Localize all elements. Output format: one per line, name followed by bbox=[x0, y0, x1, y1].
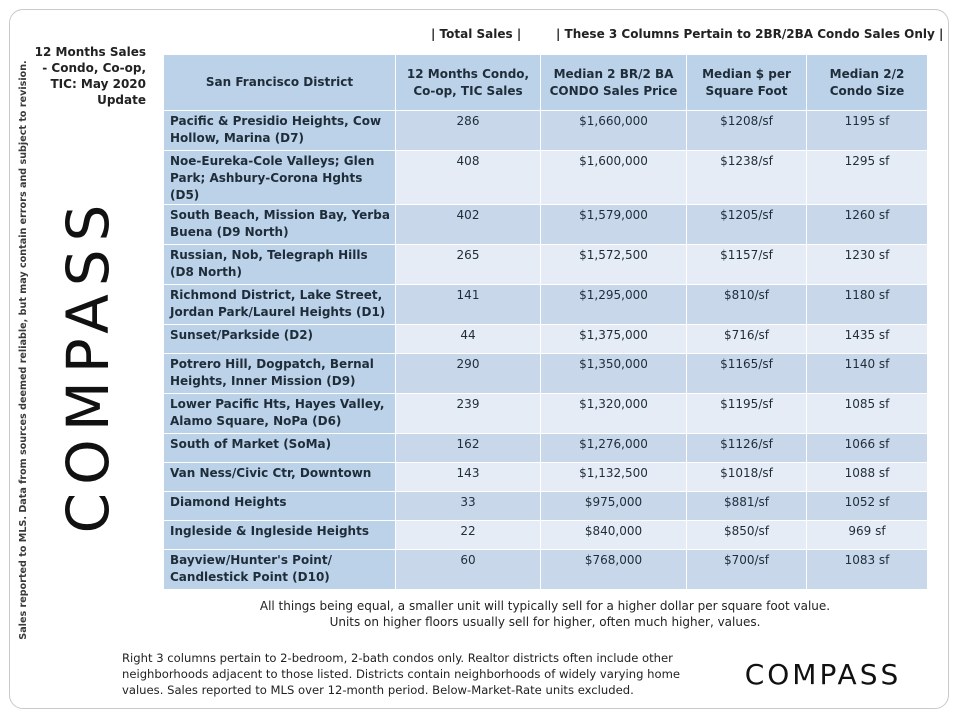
price-cell: $1,600,000 bbox=[541, 151, 687, 205]
size-cell: 1088 sf bbox=[807, 463, 928, 492]
table-row bbox=[164, 151, 928, 205]
psf-cell: $850/sf bbox=[687, 521, 807, 550]
price-cell: $1,375,000 bbox=[541, 325, 687, 354]
column-header-sales: 12 Months Condo, Co-op, TIC Sales bbox=[396, 55, 541, 111]
price-cell: $1,350,000 bbox=[541, 354, 687, 394]
sales-cell: 22 bbox=[396, 521, 541, 550]
table-header-row bbox=[164, 55, 928, 111]
psf-cell: $1195/sf bbox=[687, 394, 807, 434]
condo-only-header-note: | These 3 Columns Pertain to 2BR/2BA Condo Sales Only | bbox=[556, 27, 944, 41]
table-row bbox=[164, 111, 928, 151]
district-cell: South Beach, Mission Bay, Yerba Buena (D9 North) bbox=[164, 205, 396, 245]
sales-cell: 141 bbox=[396, 285, 541, 325]
district-cell: Richmond District, Lake Street, Jordan Park/Laurel Heights (D1) bbox=[164, 285, 396, 325]
psf-cell: $1165/sf bbox=[687, 354, 807, 394]
size-cell: 1195 sf bbox=[807, 111, 928, 151]
sales-cell: 239 bbox=[396, 394, 541, 434]
table-row bbox=[164, 245, 928, 285]
column-header-district: San Francisco District bbox=[164, 55, 396, 111]
district-cell: Lower Pacific Hts, Hayes Valley, Alamo Square, NoPa (D6) bbox=[164, 394, 396, 434]
district-cell: Ingleside & Ingleside Heights bbox=[164, 521, 396, 550]
table-row bbox=[164, 492, 928, 521]
sales-cell: 143 bbox=[396, 463, 541, 492]
psf-cell: $1208/sf bbox=[687, 111, 807, 151]
sales-cell: 286 bbox=[396, 111, 541, 151]
center-note-line-1: All things being equal, a smaller unit will typically sell for a higher dollar per square foot value. bbox=[259, 599, 831, 613]
psf-cell: $1205/sf bbox=[687, 205, 807, 245]
psf-cell: $700/sf bbox=[687, 550, 807, 590]
psf-cell: $1126/sf bbox=[687, 434, 807, 463]
price-cell: $975,000 bbox=[541, 492, 687, 521]
size-cell: 1180 sf bbox=[807, 285, 928, 325]
table-row bbox=[164, 205, 928, 245]
size-cell: 1260 sf bbox=[807, 205, 928, 245]
size-cell: 969 sf bbox=[807, 521, 928, 550]
district-cell: Russian, Nob, Telegraph Hills (D8 North) bbox=[164, 245, 396, 285]
psf-cell: $1238/sf bbox=[687, 151, 807, 205]
table-row bbox=[164, 285, 928, 325]
column-header-size: Median 2/2 Condo Size bbox=[807, 55, 928, 111]
psf-cell: $1018/sf bbox=[687, 463, 807, 492]
price-cell: $1,572,500 bbox=[541, 245, 687, 285]
psf-cell: $1157/sf bbox=[687, 245, 807, 285]
district-cell: Sunset/Parkside (D2) bbox=[164, 325, 396, 354]
price-cell: $1,295,000 bbox=[541, 285, 687, 325]
price-cell: $1,132,500 bbox=[541, 463, 687, 492]
table-row bbox=[164, 325, 928, 354]
table-row bbox=[164, 550, 928, 590]
district-cell: Noe-Eureka-Cole Valleys; Glen Park; Ashbury-Corona Hghts (D5) bbox=[164, 151, 396, 205]
sales-cell: 402 bbox=[396, 205, 541, 245]
sales-cell: 33 bbox=[396, 492, 541, 521]
psf-cell: $716/sf bbox=[687, 325, 807, 354]
total-sales-header-note: | Total Sales | bbox=[431, 27, 522, 41]
size-cell: 1230 sf bbox=[807, 245, 928, 285]
size-cell: 1052 sf bbox=[807, 492, 928, 521]
size-cell: 1066 sf bbox=[807, 434, 928, 463]
price-cell: $1,660,000 bbox=[541, 111, 687, 151]
column-header-psf: Median $ per Square Foot bbox=[687, 55, 807, 111]
size-cell: 1295 sf bbox=[807, 151, 928, 205]
psf-cell: $810/sf bbox=[687, 285, 807, 325]
source-disclaimer: Sales reported to MLS. Data from sources deemed reliable, but may contain errors and subject to revision. bbox=[18, 60, 29, 640]
footnote: Right 3 columns pertain to 2-bedroom, 2-bath condos only. Realtor districts often include other neighborhoods adjacent to those listed. Districts contain neighborhoods of widely varying home values. Sales reported to MLS over 12-month period. Below-Market-Rate units excluded. bbox=[122, 651, 681, 697]
sales-cell: 60 bbox=[396, 550, 541, 590]
center-note-line-2: Units on higher floors usually sell for higher, often much higher, values. bbox=[329, 615, 761, 629]
district-cell: Bayview/Hunter's Point/ Candlestick Point (D10) bbox=[164, 550, 396, 590]
compass-logo: COMPASS bbox=[744, 658, 902, 691]
compass-logo-vertical: COMPASS bbox=[54, 196, 122, 534]
sales-cell: 44 bbox=[396, 325, 541, 354]
column-header-price: Median 2 BR/2 BA CONDO Sales Price bbox=[541, 55, 687, 111]
district-cell: South of Market (SoMa) bbox=[164, 434, 396, 463]
district-cell: Potrero Hill, Dogpatch, Bernal Heights, Inner Mission (D9) bbox=[164, 354, 396, 394]
district-sales-table bbox=[163, 54, 928, 590]
price-cell: $768,000 bbox=[541, 550, 687, 590]
table-row bbox=[164, 354, 928, 394]
district-cell: Pacific & Presidio Heights, Cow Hollow, Marina (D7) bbox=[164, 111, 396, 151]
price-cell: $840,000 bbox=[541, 521, 687, 550]
report-title: 12 Months Sales - Condo, Co-op, TIC: May 2020 Update bbox=[34, 45, 146, 107]
district-cell: Diamond Heights bbox=[164, 492, 396, 521]
psf-cell: $881/sf bbox=[687, 492, 807, 521]
price-cell: $1,276,000 bbox=[541, 434, 687, 463]
table-row bbox=[164, 463, 928, 492]
price-cell: $1,320,000 bbox=[541, 394, 687, 434]
sales-cell: 162 bbox=[396, 434, 541, 463]
size-cell: 1085 sf bbox=[807, 394, 928, 434]
size-cell: 1435 sf bbox=[807, 325, 928, 354]
size-cell: 1140 sf bbox=[807, 354, 928, 394]
district-cell: Van Ness/Civic Ctr, Downtown bbox=[164, 463, 396, 492]
price-cell: $1,579,000 bbox=[541, 205, 687, 245]
sales-cell: 290 bbox=[396, 354, 541, 394]
table-row bbox=[164, 521, 928, 550]
size-cell: 1083 sf bbox=[807, 550, 928, 590]
sales-cell: 408 bbox=[396, 151, 541, 205]
table-row bbox=[164, 434, 928, 463]
table-row bbox=[164, 394, 928, 434]
sales-cell: 265 bbox=[396, 245, 541, 285]
